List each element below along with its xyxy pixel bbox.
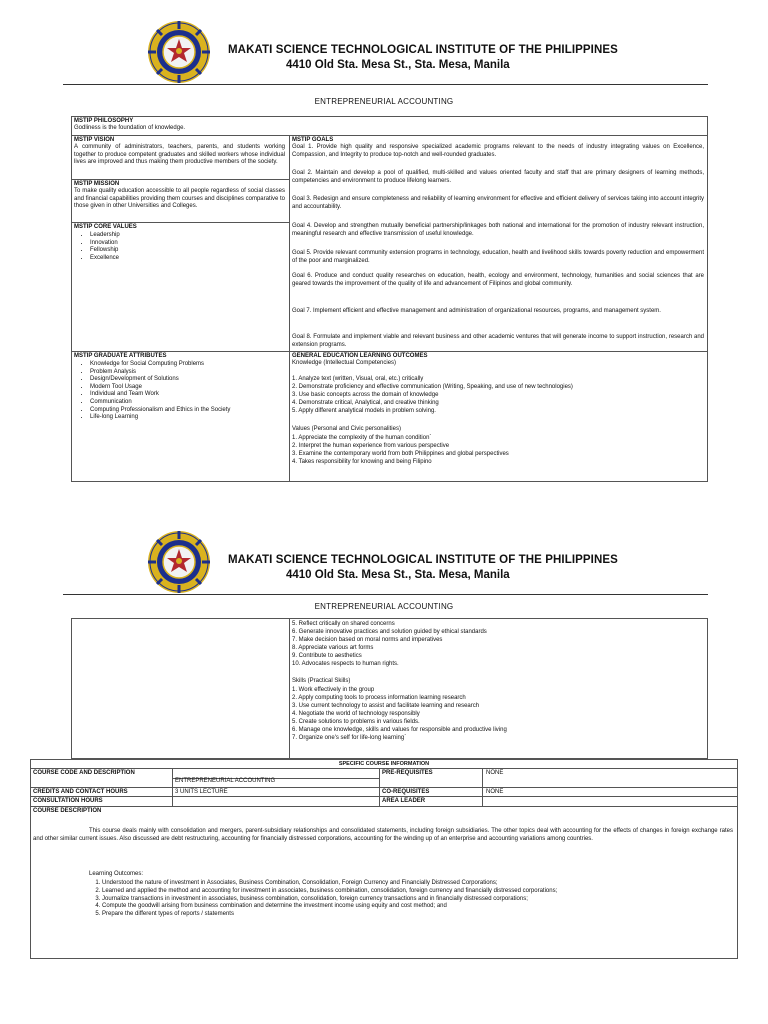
graduate-attribute-item: • Individual and Team Work	[90, 391, 301, 399]
vision-heading: MSTIP VISION	[74, 137, 115, 143]
learning-outcomes-list	[84, 880, 742, 919]
goal-item: Goal 3. Redesign and ensure completeness and reliability of learning environment for effective and efficient delivery of services taking into account integrity and accountability.	[292, 196, 704, 210]
values-item: 8. Appreciate various art forms	[292, 645, 374, 651]
header-rule	[63, 594, 708, 595]
prerequisites-label: PRE-REQUISITES	[382, 770, 433, 776]
values-item: 6. Generate innovative practices and solution guided by ethical standards	[292, 629, 487, 635]
knowledge-heading: Knowledge (Intellectual Competencies)	[292, 360, 397, 366]
core-value-item: • Fellowship	[90, 247, 120, 255]
values-item: 1. Appreciate the complexity of the human condition`	[292, 435, 432, 441]
graduate-attribute-item: • Modern Tool Usage	[90, 384, 301, 392]
table-column-divider	[289, 618, 290, 759]
skills-item: 4. Negotiate the world of technology responsibly	[292, 711, 420, 717]
core-value-item: • Leadership	[90, 232, 120, 240]
values-heading: Values (Personal and Civic personalities)	[292, 426, 401, 432]
values-item: 4. Takes responsibility for knowing and being Filipino	[292, 459, 432, 465]
table-divider	[71, 222, 289, 223]
table-column-divider	[379, 768, 380, 806]
learning-outcomes-heading: Learning Outcomes:	[89, 871, 144, 877]
course-description-text: This course deals mainly with consolidation and mergers, parent-subsidiary relationships and consolidated statements, including foreign subsidiaries. The other topics deal with accounting for the effects of changes in foreign exchange rates and other similar current issues. Also discussed are debt restructuring, accounting for financially distressed corporations, accounting for the winding up of an enterprise and accounting variations among countries.	[33, 828, 733, 842]
learning-outcome-item: 1. Understood the nature of investment in Associates, Business Combination, Consolidation, Foreign Currency and Financially Distressed Corporations;	[102, 880, 742, 888]
goal-item: Goal 2. Maintain and develop a pool of qualified, multi-skilled and values oriented faculty and staff that are primary designers of learning methods, competencies and environment to produce lifelong learners.	[292, 170, 704, 184]
table-column-divider	[289, 135, 290, 482]
learning-outcome-item: 3. Journalize transactions in investment in associates, business combination, consolidation, foreign currency transactions and in financially distressed corporations;	[102, 896, 742, 904]
goal-item: Goal 8. Formulate and implement viable and relevant business and other academic ventures that will generate income to support instruction, research and extension programs.	[292, 334, 704, 348]
table-divider	[30, 787, 738, 788]
document-page-1	[0, 0, 768, 500]
corequisites-label: CO-REQUISITES	[382, 789, 430, 795]
mission-heading: MSTIP MISSION	[74, 181, 120, 187]
goal-item: Goal 6. Produce and conduct quality researches on education, health, ecology and environment, technology, humanities and social sciences that are geared towards the improvement of the quality of life and advancement of Filipinos and global community.	[292, 273, 704, 287]
graduate-attributes-list	[74, 361, 301, 422]
core-value-item: • Excellence	[90, 255, 120, 263]
table-divider	[30, 806, 738, 807]
learning-outcome-item: 4. Compute the goodwill arising from business combination and determine the investment income using equity and cost method; and	[102, 903, 742, 911]
institution-seal-logo	[147, 20, 211, 84]
knowledge-item: 4. Demonstrate critical, Analytical, and creative thinking	[292, 400, 439, 406]
table-divider	[71, 179, 289, 180]
credits-label: CREDITS AND CONTACT HOURS	[33, 789, 128, 795]
institution-address: 4410 Old Sta. Mesa St., Sta. Mesa, Manila	[286, 59, 510, 71]
graduate-attribute-item: • Communication	[90, 399, 301, 407]
goal-item: Goal 5. Provide relevant community extension programs in technology, education, health and livelihood skills towards poverty reduction and empowerment of the poor and marginalized.	[292, 250, 704, 264]
graduate-attribute-item: • Problem Analysis	[90, 369, 301, 377]
table-divider	[30, 768, 738, 769]
philosophy-text: Godliness is the foundation of knowledge.	[74, 125, 186, 131]
values-item: 3. Examine the contemporary world from both Philippines and global perspectives	[292, 451, 509, 457]
skills-item: 6. Manage one knowledge, skills and values for responsible and productive living	[292, 727, 507, 733]
document-page-2	[0, 510, 768, 1024]
corequisites-value: NONE	[486, 789, 504, 795]
skills-item: 1. Work effectively in the group	[292, 687, 375, 693]
graduate-attribute-item: • Knowledge for Social Computing Problems	[90, 361, 301, 369]
graduate-attribute-item: • Design/Development of Solutions	[90, 376, 301, 384]
course-description-label: COURSE DESCRIPTION	[33, 808, 102, 814]
learning-outcome-item: 2. Learned and applied the method and accounting for investment in associates, business combination, consolidation, foreign currency and financially distressed corporations;	[102, 888, 742, 896]
institution-address: 4410 Old Sta. Mesa St., Sta. Mesa, Manila	[286, 569, 510, 581]
mission-text: To make quality education accessible to all people regardless of social classes and financial capabilities providing them courses and disciplines comparative to those given in other Universities and Colleges.	[74, 188, 285, 210]
skills-heading: Skills (Practical Skills)	[292, 678, 351, 684]
institution-name: MAKATI SCIENCE TECHNOLOGICAL INSTITUTE OF THE PHILIPPINES	[228, 554, 618, 566]
skills-item: 3. Use current technology to assist and facilitate learning and research	[292, 703, 480, 709]
consultation-hours-label: CONSULTATION HOURS	[33, 798, 103, 804]
table-column-divider	[172, 768, 173, 806]
course-title: ENTREPRENEURIAL ACCOUNTING	[314, 97, 454, 106]
course-title: ENTREPRENEURIAL ACCOUNTING	[314, 602, 454, 611]
course-info-heading: SPECIFIC COURSE INFORMATION	[338, 761, 430, 767]
header-rule	[63, 84, 708, 85]
goal-item: Goal 1. Provide high quality and responsive specialized academic programs relevant to the needs of industry integrating values on Excellence, Compassion, and Integrity to produce top-notch and well-rounded graduates.	[292, 144, 704, 158]
core-values-heading: MSTIP CORE VALUES	[74, 224, 137, 230]
skills-item: 7. Organize one's self for life-long learning`	[292, 735, 407, 741]
credits-value: 3 UNITS LECTURE	[175, 789, 228, 795]
table-divider	[71, 351, 708, 352]
knowledge-item: 3. Use basic concepts across the domain of knowledge	[292, 392, 439, 398]
goal-item: Goal 4. Develop and strengthen mutually beneficial partnership/linkages both national and international for the promotion of industry relevant instruction, meaningful research and effective transmission of useful knowledge.	[292, 223, 704, 237]
values-item: 5. Reflect critically on shared concerns	[292, 621, 395, 627]
table-divider	[71, 135, 708, 136]
core-values-list	[74, 232, 120, 262]
course-code-label: COURSE CODE AND DESCRIPTION	[33, 770, 135, 776]
knowledge-item: 1. Analyze text (written, Visual, oral, etc.) critically	[292, 376, 424, 382]
knowledge-item: 5. Apply different analytical models in problem solving.	[292, 408, 436, 414]
goals-heading: MSTIP GOALS	[292, 137, 334, 143]
graduate-attribute-item: • Computing Professionalism and Ethics in the Society	[90, 407, 301, 415]
skills-item: 5. Create solutions to problems in various fields.	[292, 719, 420, 725]
institution-seal-logo	[147, 530, 211, 594]
values-item: 7. Make decision based on moral norms and imperatives	[292, 637, 443, 643]
goal-item: Goal 7. Implement efficient and effective management and administration of organizational resources, programs, and management system.	[292, 308, 661, 314]
course-code-value: ENTREPRENEURIAL ACCOUNTING	[175, 778, 276, 784]
skills-item: 2. Apply computing tools to process information learning research	[292, 695, 466, 701]
learning-outcome-item: 5. Prepare the different types of reports / statements	[102, 911, 742, 919]
values-item: 2. Interpret the human experience from various perspective	[292, 443, 450, 449]
vision-text: A community of administrators, teachers, parents, and students working together to produce competent graduates and skilled workers whose individual lives are improved and thus making them productive members of the society.	[74, 144, 285, 166]
institution-name: MAKATI SCIENCE TECHNOLOGICAL INSTITUTE OF THE PHILIPPINES	[228, 44, 618, 56]
table-column-divider	[482, 768, 483, 806]
values-item: 9. Contribute to aesthetics	[292, 653, 362, 659]
knowledge-item: 2. Demonstrate proficiency and effective communication (Writing, Speaking, and use of new technologies)	[292, 384, 573, 390]
ge-outcomes-heading: GENERAL EDUCATION LEARNING OUTCOMES	[292, 353, 428, 359]
values-item: 10. Advocates respects to human rights.	[292, 661, 399, 667]
graduate-attribute-item: • Life-long Learning	[90, 414, 301, 422]
prerequisites-value: NONE	[486, 770, 504, 776]
philosophy-heading: MSTIP PHILOSOPHY	[74, 118, 134, 124]
core-value-item: • Innovation	[90, 240, 120, 248]
area-leader-label: AREA LEADER	[382, 798, 426, 804]
graduate-attributes-heading: MSTIP GRADUATE ATTRIBUTES	[74, 353, 167, 359]
